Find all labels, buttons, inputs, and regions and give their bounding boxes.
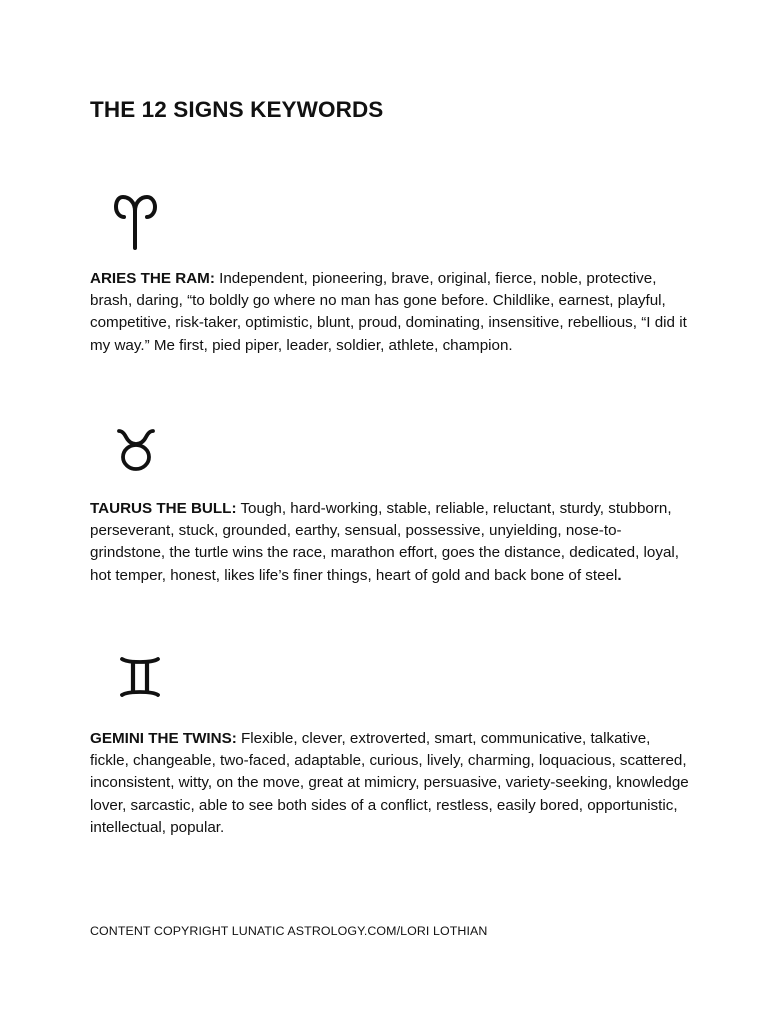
taurus-description: [90, 498, 690, 587]
aries-description: [90, 268, 690, 357]
gemini-keywords: Flexible, clever, extroverted, smart, communicative, talkative, fickle, changeable, two-faced, adaptable, curious, lively, charming, loquacious, scattered, inconsistent, witty, on the move, great at mimicry, persuasive, variety-seeking, knowledge lover, sarcastic, able to see both sides of a conflict, restless, easily bored, opportunistic, intellectual, popular.: [90, 730, 689, 836]
taurus-sign-name: TAURUS THE BULL:: [90, 500, 237, 517]
gemini-icon: [120, 656, 160, 698]
aries-keywords: Independent, pioneering, brave, original, fierce, noble, protective, brash, daring, “to boldly go where no man has gone before. Childlike, earnest, playful, competitive, risk-taker, optimistic, blunt, proud, dominating, insensitive, rebellious, “I did it my way.” Me first, pied piper, leader, soldier, athlete, champion.: [90, 270, 687, 354]
gemini-sign-name: GEMINI THE TWINS:: [90, 730, 237, 747]
aries-icon: [114, 194, 160, 250]
copyright-footer: CONTENT COPYRIGHT LUNATIC ASTROLOGY.COM/LORI LOTHIAN: [90, 924, 488, 938]
aries-sign-name: ARIES THE RAM:: [90, 270, 215, 287]
taurus-icon: [117, 428, 155, 472]
taurus-end-mark: .: [617, 566, 622, 584]
taurus-keywords: Tough, hard-working, stable, reliable, reluctant, sturdy, stubborn, perseverant, stuck, grounded, earthy, sensual, possessive, unyielding, nose-to-grindstone, the turtle wins the race, marathon effort, goes the distance, dedicated, loyal, hot temper, honest, likes life’s finer things, heart of gold and back bone of steel: [90, 500, 680, 584]
page-title: THE 12 SIGNS KEYWORDS: [90, 97, 384, 122]
gemini-description: [90, 728, 690, 839]
